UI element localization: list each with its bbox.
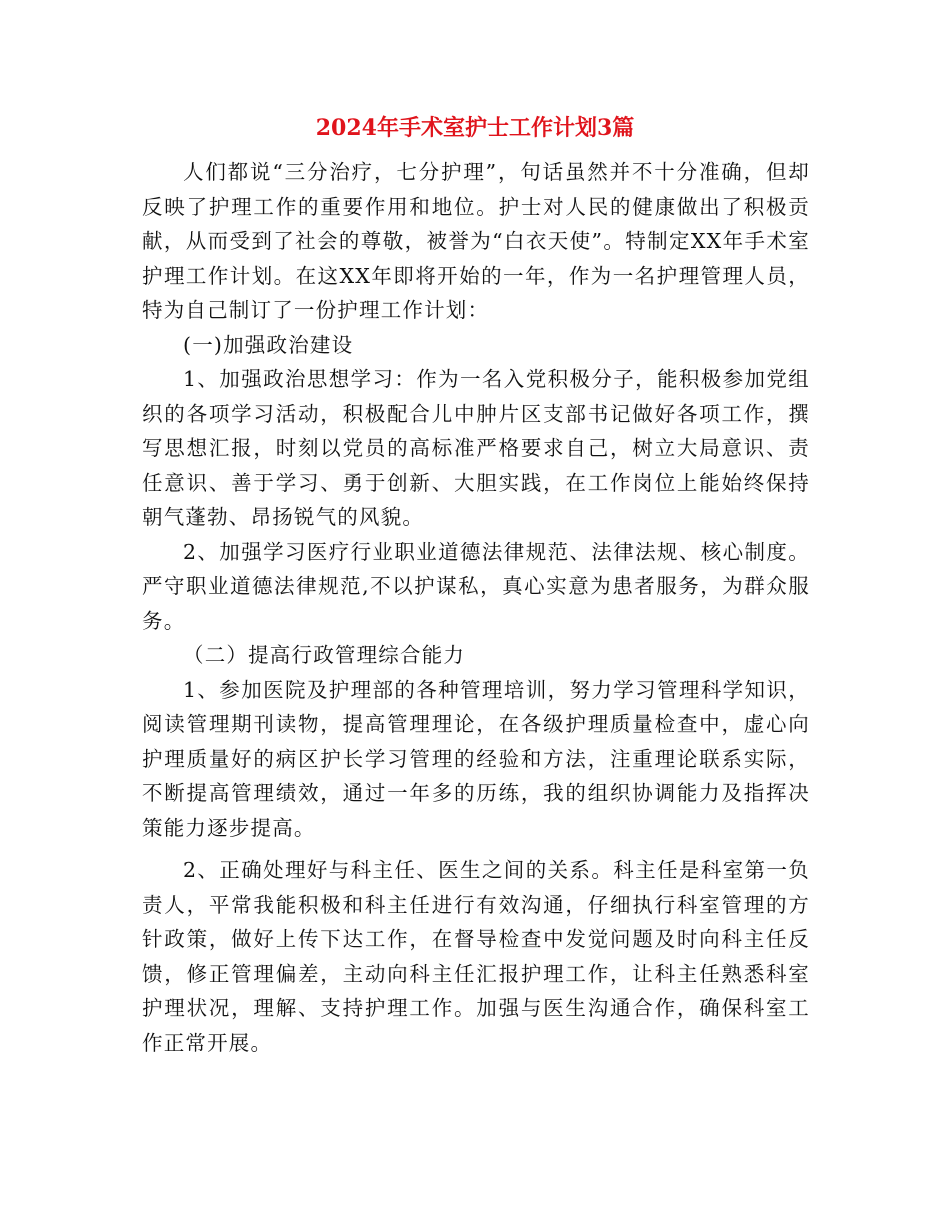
paragraph-relationships: 2、正确处理好与科主任、医生之间的关系。科主任是科室第一负责人，平常我能积极和科主任进行有效沟通，仔细执行科室管理的方针政策，做好上传下达工作，在督导检查中发觉问题及时向科主任反馈，修正管理偏差，主动向科主任汇报护理工作，让科主任熟悉科室护理状况，理解、支持护理工作。加强与医生沟通合作，确保科室工作正常开展。 [142, 858, 810, 1055]
paragraph-ethics-study: 2、加强学习医疗行业职业道德法律规范、法律法规、核心制度。严守职业道德法律规范,不以护谋私，真心实意为患者服务，为群众服务。 [142, 539, 810, 633]
intro-paragraph: 人们都说“三分治疗，七分护理”，句话虽然并不十分准确，但却反映了护理工作的重要作用和地位。护士对人民的健康做出了积极贡献，从而受到了社会的尊敬，被誉为“白衣天使”。特制定XX年手术室护理工作计划。在这XX年即将开始的一年，作为一名护理管理人员，特为自己制订了一份护理工作计划： [142, 160, 810, 322]
paragraph-political-study: 1、加强政治思想学习：作为一名入党积极分子，能积极参加党组织的各项学习活动，积极配合儿中肿片区支部书记做好各项工作，撰写思想汇报，时刻以党员的高标准严格要求自己，树立大局意识、责任意识、善于学习、勇于创新、大胆实践，在工作岗位上能始终保持朝气蓬勃、昂扬锐气的风貌。 [142, 367, 810, 529]
section-heading-management: （二）提高行政管理综合能力 [183, 643, 466, 667]
section-heading-political: (一)加强政治建设 [183, 332, 354, 357]
document-title: 2024年手术室护士工作计划3篇 [315, 115, 635, 141]
paragraph-management-training: 1、参加医院及护理部的各种管理培训，努力学习管理科学知识，阅读管理期刊读物，提高管理理论，在各级护理质量检查中，虚心向护理质量好的病区护长学习管理的经验和方法，注重理论联系实际，不断提高管理绩效，通过一年多的历练，我的组织协调能力及指挥决策能力逐步提高。 [142, 677, 810, 840]
document-body [142, 155, 810, 1060]
